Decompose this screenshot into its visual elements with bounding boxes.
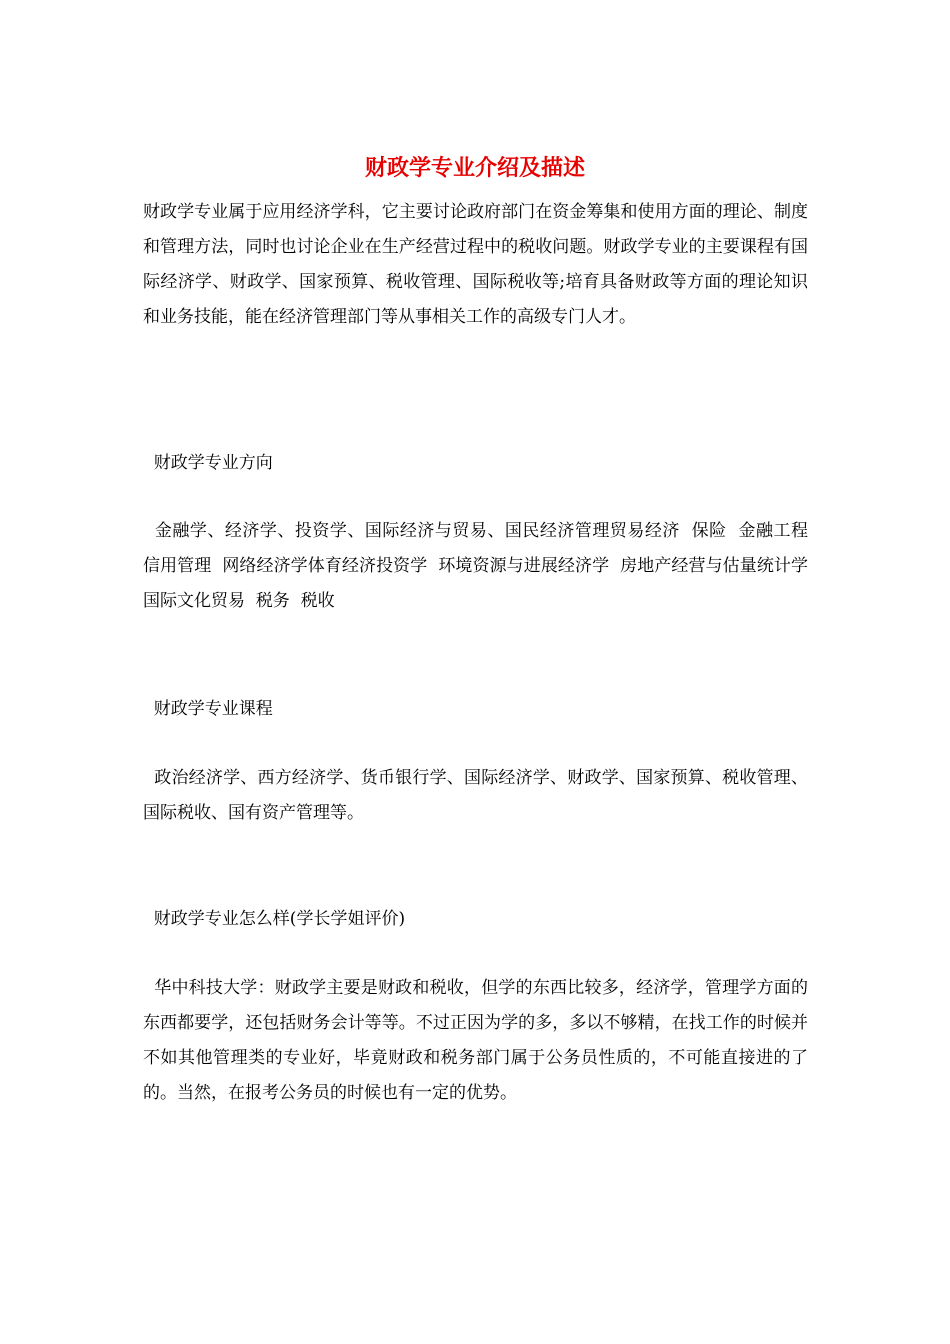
intro-paragraph: 财政学专业属于应用经济学科，它主要讨论政府部门在资金筹集和使用方面的理论、制度和管理方法，同时也讨论企业在生产经营过程中的税收问题。财政学专业的主要课程有国际经济学、财政学、国家预算、税收管理、国际税收等;培育具备财政等方面的理论知识和业务技能，能在经济管理部门等从事相关工作的高级专门人才。: [143, 202, 808, 327]
section-heading-review: 财政学专业怎么样(学长学姐评价): [143, 909, 406, 929]
section-heading-courses: 财政学专业课程: [143, 699, 273, 719]
section-heading-direction: 财政学专业方向: [143, 453, 273, 473]
section-body-courses: 政治经济学、西方经济学、货币银行学、国际经济学、财政学、国家预算、税收管理、国际税收、国有资产管理等。: [143, 768, 809, 823]
document-title: 财政学专业介绍及描述: [364, 155, 585, 181]
section-body-direction: 金融学、经济学、投资学、国际经济与贸易、国民经济管理贸易经济 保险 金融工程 信用管理 网络经济学体育经济投资学 环境资源与进展经济学 房地产经营与估量统计学国际文化贸易 税务 税收: [143, 521, 819, 611]
section-body-review: 华中科技大学：财政学主要是财政和税收，但学的东西比较多，经济学，管理学方面的东西都要学，还包括财务会计等等。不过正因为学的多，多以不够精，在找工作的时候并不如其他管理类的专业好，毕竟财政和税务部门属于公务员性质的，不可能直接进的了的。当然，在报考公务员的时候也有一定的优势。: [143, 978, 809, 1103]
